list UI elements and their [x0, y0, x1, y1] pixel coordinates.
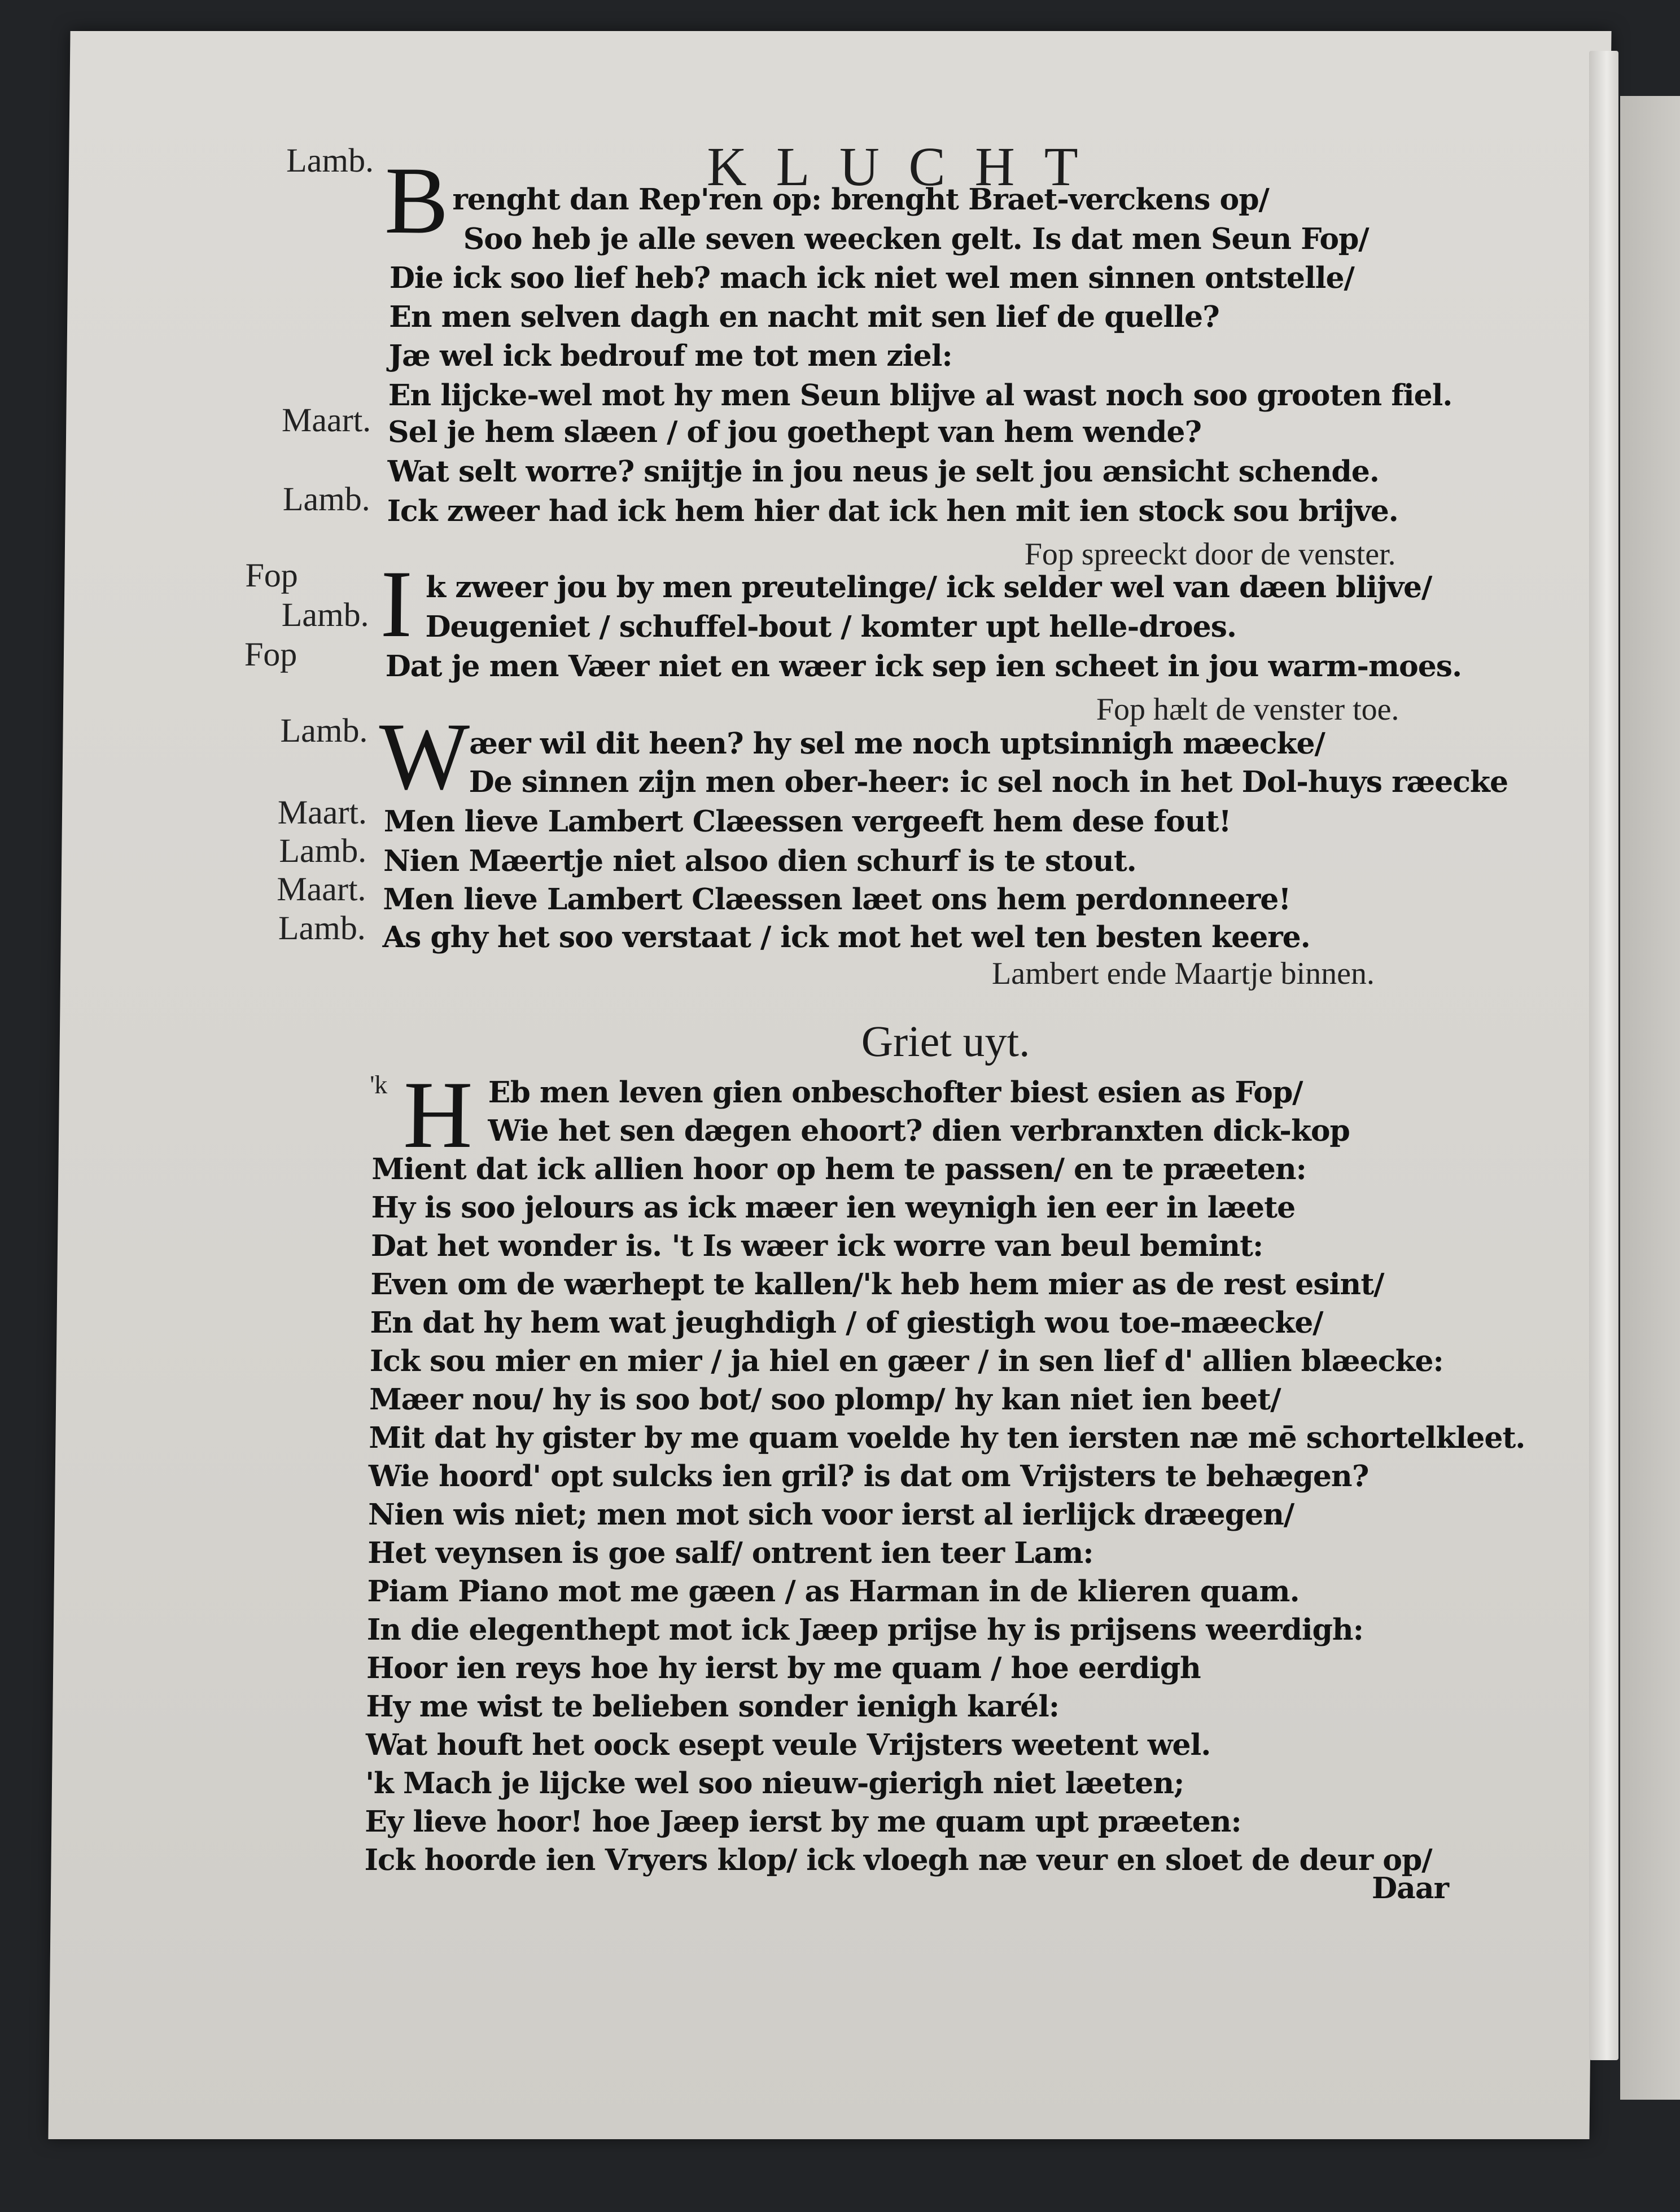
verse-line: Wat selt worre? snijtje in jou neus je selt jou ænsicht schende.: [387, 454, 1380, 489]
verse-line: En dat hy hem wat jeughdigh / of giestigh wou toe-mæecke/: [370, 1306, 1323, 1340]
speaker-label: Maart.: [281, 401, 371, 439]
verse-line: Piam Piano mot me gæen / as Harman in de klieren quam.: [367, 1574, 1300, 1609]
speaker-label: Lamb.: [280, 712, 368, 749]
verse-line: Men lieve Lambert Clæessen vergeeft hem dese fout!: [383, 804, 1231, 839]
verse-line: Mient dat ick allien hoor op hem te passen/ en te præeten:: [371, 1152, 1307, 1186]
drop-initial: B: [384, 147, 449, 253]
verse-line: Ick hoorde ien Vryers klop/ ick vloegh næ veur en sloet de deur op/: [364, 1843, 1432, 1877]
verse-line: Die ick soo lief heb? mach ick niet wel men sinnen ontstelle/: [389, 261, 1354, 295]
speaker-label: Lamb.: [282, 480, 371, 518]
verse-line: Mit dat hy gister by me quam voelde hy ten iersten næ mē schortelkleet.: [369, 1421, 1525, 1455]
speaker-label: Lamb.: [278, 909, 366, 947]
verse-line: As ghy het soo verstaat / ick mot het wel ten besten keere.: [382, 920, 1311, 954]
speaker-label: Maart.: [277, 794, 368, 831]
verse-line: En lijcke-wel mot hy men Seun blijve al wast noch soo grooten fiel.: [388, 378, 1453, 413]
verse-line: renght dan Rep'ren op: brenght Braet-verckens op/: [452, 182, 1269, 217]
speaker-label: Lamb.: [279, 832, 367, 869]
verse-line: Sel je hem slæen / of jou goethept van hem wende?: [387, 415, 1202, 449]
verse-line: k zweer jou by men preutelinge/ ick selder wel van dæen blijve/: [425, 570, 1432, 605]
speaker-label: Lamb.: [281, 596, 370, 633]
verse-line: 'k Mach je lijcke wel soo nieuw-gierigh niet læeten;: [365, 1766, 1184, 1801]
section-title: Griet uyt.: [861, 1017, 1031, 1066]
page-header: KLUCHT: [706, 137, 1108, 198]
verse-line: æer wil dit heen? hy sel me noch uptsinnigh mæecke/: [469, 726, 1325, 761]
speaker-label: Lamb.: [286, 142, 374, 179]
verse-line: De sinnen zijn men ober-heer: ic sel noch in het Dol-huys ræecke: [469, 765, 1508, 799]
verse-line: Soo heb je alle seven weecken gelt. Is dat men Seun Fop/: [463, 222, 1369, 256]
stage-direction: Fop hælt de venster toe.: [1096, 692, 1399, 727]
verse-line: Ick zweer had ick hem hier dat ick hen mit ien stock sou brijve.: [387, 494, 1399, 528]
verse-line: Even om de wærhept te kallen/'k heb hem mier as de rest esint/: [370, 1267, 1384, 1302]
book-page: [48, 31, 1611, 2139]
stage-direction: Fop spreeckt door de venster.: [1024, 537, 1397, 572]
verse-line: Wie het sen dægen ehoort? dien verbranxten dick-kop: [487, 1114, 1350, 1148]
verse-line: Mæer nou/ hy is soo bot/ soo plomp/ hy kan niet ien beet/: [369, 1382, 1281, 1417]
speaker-label: Fop: [244, 636, 298, 673]
verse-line: Hoor ien reys hoe hy ierst by me quam / hoe eerdigh: [366, 1651, 1201, 1685]
catchword: Daar: [1371, 1871, 1449, 1906]
page-edge: [1589, 51, 1618, 2060]
verse-line: Nien Mæertje niet alsoo dien schurf is te stout.: [383, 844, 1137, 878]
verse-line: Dat het wonder is. 't Is wæer ick worre van beul bemint:: [370, 1229, 1263, 1263]
verse-line: Hy is soo jelours as ick mæer ien weynigh ien eer in læete: [371, 1190, 1296, 1225]
verse-line: Deugeniet / schuffel-bout / komter upt helle-droes.: [425, 610, 1237, 644]
verse-line: Ey lieve hoor! hoe Jæep ierst by me quam upt præeten:: [365, 1804, 1242, 1839]
verse-line: Wat houft het oock esept veule Vrijsters weetent wel.: [365, 1728, 1211, 1762]
verse-line: Wie hoord' opt sulcks ien gril? is dat om Vrijsters te behægen?: [368, 1459, 1369, 1493]
verse-line: En men selven dagh en nacht mit sen lief de quelle?: [388, 300, 1219, 334]
drop-initial: H: [403, 1062, 474, 1168]
line-prefix: 'k: [369, 1070, 388, 1099]
verse-line: Het veynsen is goe salf/ ontrent ien teer Lam:: [367, 1536, 1093, 1570]
stage-direction: Lambert ende Maartje binnen.: [991, 956, 1375, 991]
verse-line: Hy me wist te belieben sonder ienigh karél:: [366, 1689, 1060, 1724]
verse-line: Jæ wel ick bedrouf me tot men ziel:: [388, 339, 953, 373]
facing-page-edge: [1620, 96, 1680, 2100]
verse-line: Dat je men Væer niet en wæer ick sep ien scheet in jou warm-moes.: [385, 649, 1462, 684]
verse-line: Ick sou mier en mier / ja hiel en gæer / in sen lief d' allien blæecke:: [369, 1344, 1444, 1378]
verse-line: Eb men leven gien onbeschofter biest esien as Fop/: [488, 1075, 1303, 1110]
drop-initial: W: [378, 703, 470, 809]
speaker-label: Fop: [245, 557, 299, 594]
verse-line: Nien wis niet; men mot sich voor ierst al ierlijck dræegen/: [368, 1497, 1294, 1532]
verse-line: Men lieve Lambert Clæessen læet ons hem perdonneere!: [383, 882, 1291, 917]
speaker-label: Maart.: [277, 870, 366, 908]
drop-initial: I: [379, 551, 413, 657]
verse-line: In die elegenthept mot ick Jæep prijse hy is prijsens weerdigh:: [366, 1613, 1364, 1647]
